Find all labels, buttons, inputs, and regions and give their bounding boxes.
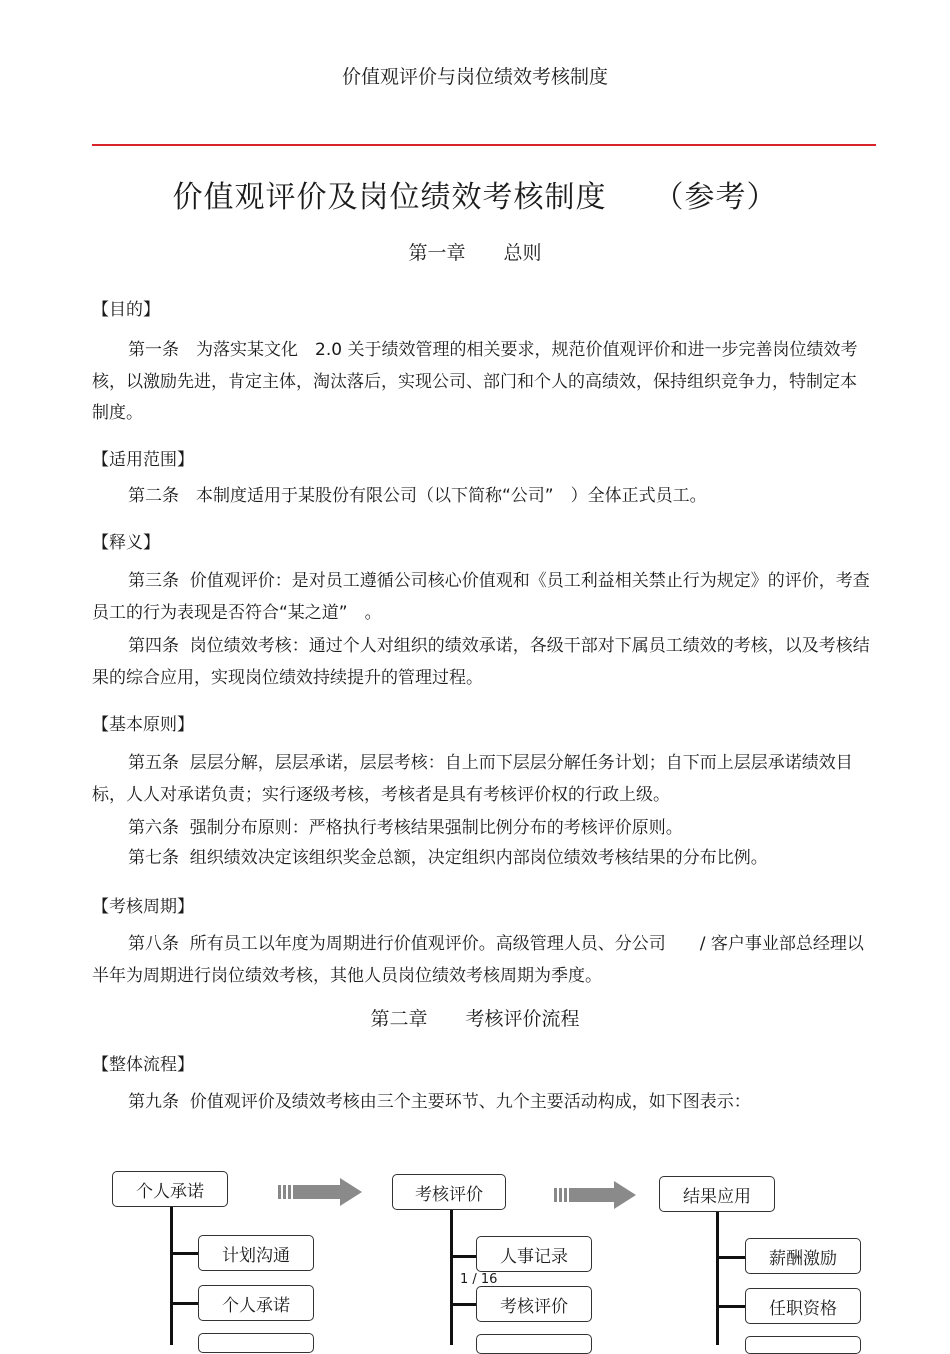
flow-stage-1-branch-1: [170, 1252, 198, 1255]
document-title: 价值观评价及岗位绩效考核制度 （参考）: [172, 180, 778, 215]
article-3: 第三条 价值观评价：是对员工遵循公司核心价值观和《员工利益相关禁止行为规定》的评价，考查员工的行为表现是否符合“某之道” 。: [92, 571, 870, 623]
article-7: 第七条 组织绩效决定该组织奖金总额，决定组织内部岗位绩效考核结果的分布比例。: [128, 848, 768, 868]
article-5: 第五条 层层分解，层层承诺，层层考核：自上而下层层分解任务计划；自下而上层层承诺绩效目标，人人对承诺负责；实行逐级考核，考核者是具有考核评价权的行政上级。: [92, 753, 853, 805]
flow-stage-3-item-1: 薪酬激励: [745, 1238, 861, 1274]
flow-stage-3-item-3: [745, 1336, 861, 1354]
flow-stage-1-branch-2: [170, 1302, 198, 1305]
article-8: 第八条 所有员工以年度为周期进行价值观评价。高级管理人员、分公司 / 客户事业部总经理以半年为周期进行岗位绩效考核，其他人员岗位绩效考核周期为季度。: [92, 934, 864, 986]
flow-stage-2-item-3: [476, 1334, 592, 1354]
article-1: 第一条 为落实某文化 2.0 关于绩效管理的相关要求，规范价值观评价和进一步完善岗位绩效考核，以激励先进，肯定主体，淘汰落后，实现公司、部门和个人的高绩效，保持组织竞争力，特制定本制度。: [92, 340, 858, 423]
header-rule: [92, 144, 876, 146]
article-6: 第六条 强制分布原则：严格执行考核结果强制比例分布的考核评价原则。: [128, 818, 683, 838]
flow-stage-3-branch-2: [716, 1305, 746, 1308]
flow-stage-2-branch-2: [450, 1303, 478, 1306]
flow-stage-2-box: 考核评价: [392, 1174, 506, 1210]
flow-arrow-2-icon: [554, 1179, 638, 1211]
page-number: 1 / 16: [460, 1272, 498, 1287]
flow-stage-1-item-1: 计划沟通: [198, 1235, 314, 1271]
chapter-2-heading: 第二章 考核评价流程: [370, 1008, 580, 1030]
flow-stage-2-trunk: [450, 1210, 453, 1345]
flow-stage-3-branch-1: [716, 1256, 746, 1259]
flow-arrow-1-icon: [278, 1176, 364, 1208]
section-definitions: 【释义】: [92, 533, 160, 553]
section-overall-flow: 【整体流程】: [92, 1055, 194, 1075]
running-header: 价值观评价与岗位绩效考核制度: [341, 66, 608, 88]
article-9: 第九条 价值观评价及绩效考核由三个主要环节、九个主要活动构成，如下图表示：: [128, 1092, 751, 1112]
flow-stage-2-branch-1: [450, 1255, 478, 1258]
flow-stage-1-trunk: [170, 1207, 173, 1345]
flow-stage-2-item-1: 人事记录: [476, 1236, 592, 1272]
flow-stage-3-trunk: [716, 1212, 719, 1345]
section-scope: 【适用范围】: [92, 450, 194, 470]
article-2: 第二条 本制度适用于某股份有限公司（以下简称“公司” ）全体正式员工。: [128, 486, 707, 506]
flow-stage-1-item-2: 个人承诺: [198, 1285, 314, 1321]
article-4: 第四条 岗位绩效考核：通过个人对组织的绩效承诺，各级干部对下属员工绩效的考核，以及考核结果的综合应用，实现岗位绩效持续提升的管理过程。: [92, 636, 870, 688]
flow-stage-1-box: 个人承诺: [112, 1171, 228, 1207]
flow-stage-1-item-3: [198, 1333, 314, 1353]
section-principles: 【基本原则】: [92, 715, 194, 735]
flow-stage-2-item-2: 考核评价: [476, 1286, 592, 1322]
section-purpose: 【目的】: [92, 300, 160, 320]
chapter-1-heading: 第一章 总则: [408, 242, 542, 264]
flow-stage-3-box: 结果应用: [659, 1176, 775, 1212]
flow-stage-3-item-2: 任职资格: [745, 1288, 861, 1324]
section-cycle: 【考核周期】: [92, 897, 194, 917]
